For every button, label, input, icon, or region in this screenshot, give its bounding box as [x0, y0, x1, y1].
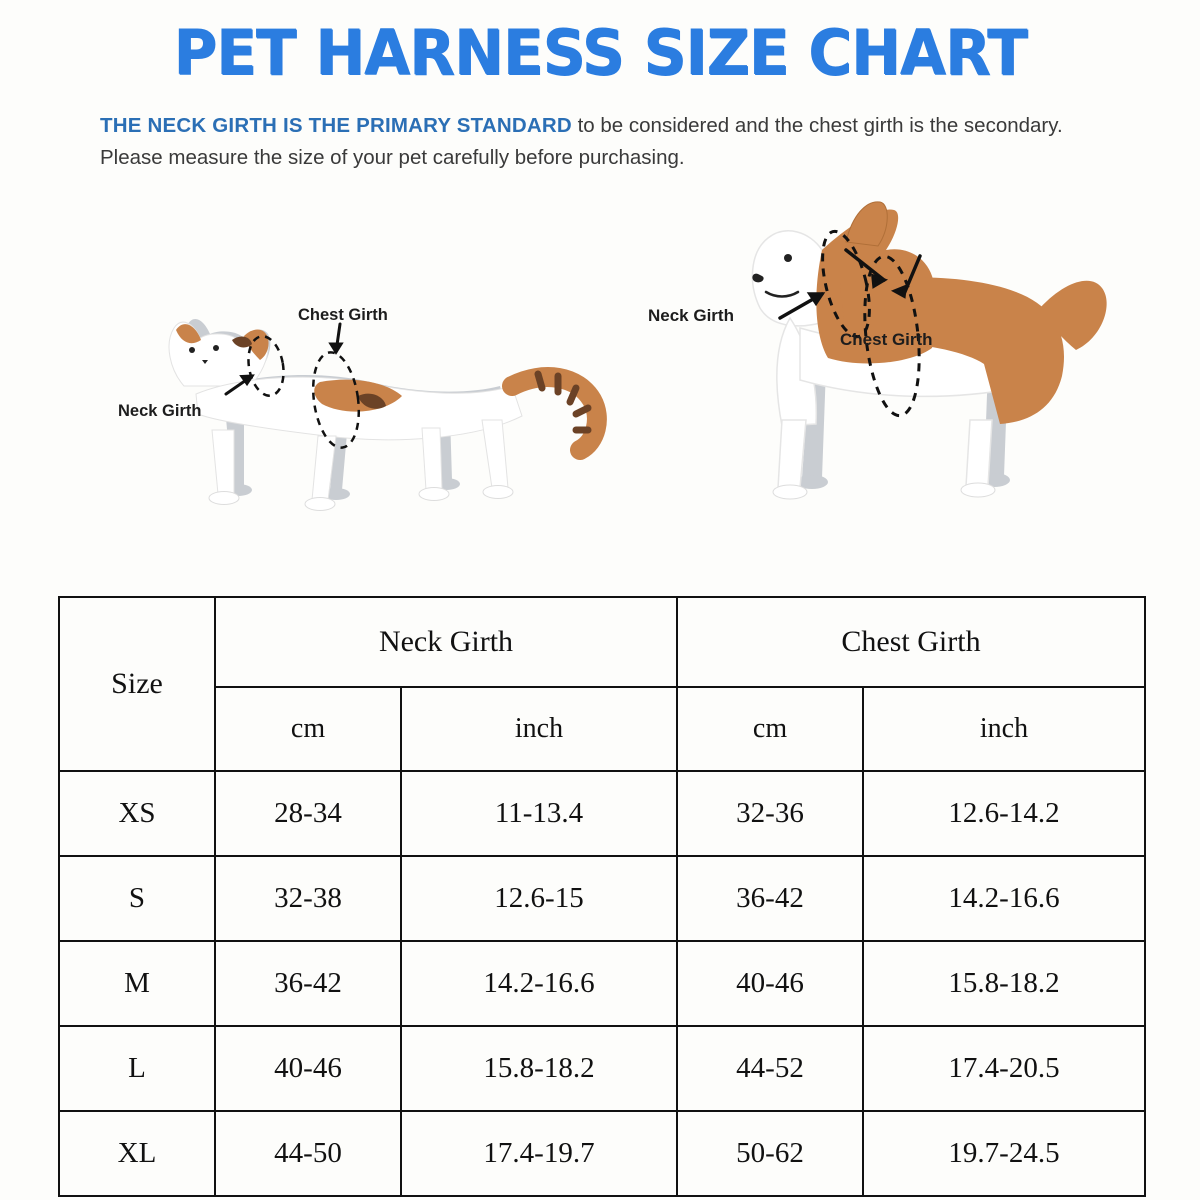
illustration-band — [0, 180, 1200, 540]
cell-size: XS — [59, 771, 215, 856]
table-row — [59, 856, 1145, 941]
cell-neck-cm: 32-38 — [215, 856, 401, 941]
header-chest-inch: inch — [863, 687, 1145, 771]
table-header-group-row — [59, 597, 1145, 687]
table-row — [59, 941, 1145, 1026]
cell-chest-inch: 19.7-24.5 — [863, 1111, 1145, 1196]
cell-chest-inch: 15.8-18.2 — [863, 941, 1145, 1026]
cell-neck-cm: 40-46 — [215, 1026, 401, 1111]
size-chart-table — [58, 596, 1146, 1197]
cell-size: L — [59, 1026, 215, 1111]
cell-chest-inch: 12.6-14.2 — [863, 771, 1145, 856]
cat-illustration — [118, 290, 610, 520]
intro-rest-text: to be considered and the chest girth is the secondary. Please measure the size of your pet carefully before purchasing. — [100, 114, 1063, 169]
cat-chest-girth-label: Chest Girth — [298, 305, 388, 324]
table-row — [59, 1026, 1145, 1111]
intro-paragraph — [100, 110, 1100, 174]
cell-size: M — [59, 941, 215, 1026]
table-header-unit-row — [59, 687, 1145, 771]
header-chest-cm: cm — [677, 687, 863, 771]
dog-neck-girth-label: Neck Girth — [648, 305, 734, 325]
cell-chest-cm: 40-46 — [677, 941, 863, 1026]
cat-neck-girth-label: Neck Girth — [118, 401, 202, 420]
cell-neck-inch: 12.6-15 — [401, 856, 677, 941]
cell-neck-inch: 11-13.4 — [401, 771, 677, 856]
header-chest-girth: Chest Girth — [677, 597, 1145, 687]
cell-chest-cm: 36-42 — [677, 856, 863, 941]
cell-neck-inch: 15.8-18.2 — [401, 1026, 677, 1111]
dog-chest-girth-label: Chest Girth — [840, 329, 933, 349]
header-neck-inch: inch — [401, 687, 677, 771]
cell-chest-inch: 17.4-20.5 — [863, 1026, 1145, 1111]
cell-neck-inch: 17.4-19.7 — [401, 1111, 677, 1196]
header-neck-girth: Neck Girth — [215, 597, 677, 687]
cell-size: S — [59, 856, 215, 941]
table-row — [59, 771, 1145, 856]
size-table-container — [58, 596, 1144, 1197]
dog-figure-svg — [640, 188, 1160, 528]
cell-size: XL — [59, 1111, 215, 1196]
dog-illustration — [640, 188, 1160, 528]
cell-neck-inch: 14.2-16.6 — [401, 941, 677, 1026]
cell-chest-cm: 32-36 — [677, 771, 863, 856]
intro-lead-text: THE NECK GIRTH IS THE PRIMARY STANDARD — [100, 114, 572, 137]
page-title: PET HARNESS SIZE CHART — [173, 16, 1027, 89]
header-size: Size — [59, 597, 215, 771]
cell-chest-inch: 14.2-16.6 — [863, 856, 1145, 941]
header-neck-cm: cm — [215, 687, 401, 771]
cell-neck-cm: 44-50 — [215, 1111, 401, 1196]
cell-neck-cm: 36-42 — [215, 941, 401, 1026]
cell-chest-cm: 50-62 — [677, 1111, 863, 1196]
table-row — [59, 1111, 1145, 1196]
cell-chest-cm: 44-52 — [677, 1026, 863, 1111]
cell-neck-cm: 28-34 — [215, 771, 401, 856]
